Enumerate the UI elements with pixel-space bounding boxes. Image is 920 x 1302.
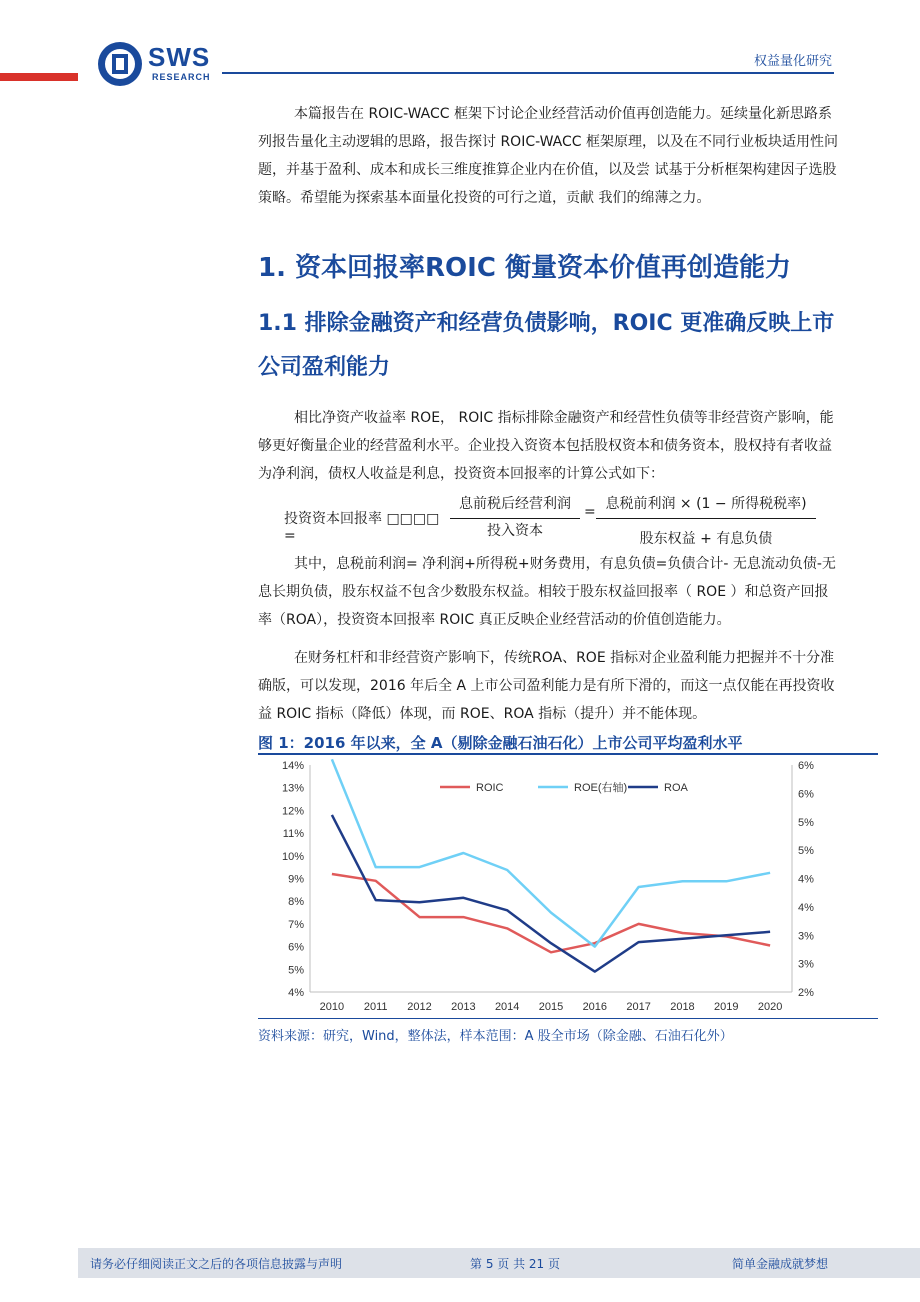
right-axis-tick-label: 5%: [798, 816, 814, 829]
formula-fraction-2: [596, 492, 816, 551]
x-axis-tick-label: 2016: [582, 1001, 608, 1013]
logo-subtext: RESEARCH: [152, 72, 211, 82]
roic-formula: [258, 490, 838, 550]
paragraph-leverage: 在财务杠杆和非经营资产影响下，传统ROA、ROE 指标对企业盈利能力把握并不十分准确版，可以发现，2016 年后全 A 上市公司盈利能力是有所下滑的，而这一点仅能在再投资收益 ROIC 指标（降低）体现，而 ROE、ROA 指标（提升）并不能体现。: [258, 650, 835, 722]
formula-label: 投资资本回报率 □□□□: [284, 511, 440, 527]
formula-equals-2: =: [584, 504, 596, 520]
figure-title: 图 1：2016 年以来，全 A（剔除金融石油石化）上市公司平均盈利水平: [258, 734, 743, 752]
right-axis-tick-label: 4%: [798, 901, 814, 914]
formula-fraction-1: [450, 492, 580, 543]
footer-disclaimer: 请务必仔细阅读正文之后的各项信息披露与声明: [90, 1257, 343, 1271]
figure-bottom-rule: [258, 1018, 878, 1019]
sws-logo-icon: [96, 40, 146, 88]
left-axis-tick-label: 8%: [288, 896, 304, 909]
right-axis-tick-label: 3%: [798, 930, 814, 943]
left-axis-tick-label: 7%: [288, 918, 304, 931]
left-axis-tick-label: 6%: [288, 941, 304, 954]
figure-source: 资料来源：研究，Wind，整体法，样本范围：A 股全市场（除金融、石油石化外）: [258, 1029, 733, 1044]
left-axis-tick-label: 9%: [288, 873, 304, 886]
right-axis-tick-label: 4%: [798, 873, 814, 886]
fraction-2-numerator: 息税前利润 × (1 − 所得税税率): [605, 496, 807, 512]
x-axis-tick-label: 2010: [319, 1001, 345, 1013]
formula-equals: =: [284, 528, 296, 544]
x-axis-tick-label: 2013: [451, 1001, 476, 1013]
x-axis-tick-label: 2014: [494, 1001, 520, 1013]
left-axis-tick-label: 10%: [281, 850, 304, 863]
fraction-1-numerator: 息前税后经营利润: [459, 496, 571, 512]
header-accent-bar: [0, 73, 78, 81]
paragraph-roic-intro: 相比净资产收益率 ROE， ROIC 指标排除金融资产和经营性负债等非经营资产影响，能够更好衡量企业的经营盈利水平。企业投入资资本包括股权资本和债务资本，股权持有者收益为净利润，债权人收益是利息，投资资本回报率的计算公式如下：: [258, 410, 834, 482]
report-type: 权益量化研究: [753, 54, 832, 69]
x-axis-tick-label: 2018: [670, 1001, 695, 1013]
paragraph-definitions: 其中，息税前利润= 净利润+所得税+财务费用，有息负债=负债合计- 无息流动负债-无息长期负债，股东权益不包含少数股东权益。相较于股东权益回报率（ ROE ）和总资产回报率（ROA），投资资本回报率 ROIC 真正反映企业经营活动的价值创造能力。: [258, 556, 836, 628]
right-axis-tick-label: 3%: [798, 958, 814, 971]
logo-text: SWS: [148, 42, 211, 72]
right-axis-tick-label: 2%: [798, 987, 814, 999]
legend-label: ROE(右轴): [574, 782, 628, 794]
footer-page-number: 第 5 页 共 21 页: [470, 1257, 560, 1271]
footer-slogan: 简单金融成就梦想: [731, 1257, 828, 1271]
x-axis-tick-label: 2015: [538, 1001, 564, 1013]
left-axis-tick-label: 4%: [288, 987, 304, 999]
x-axis-tick-label: 2012: [407, 1001, 432, 1013]
legend-label: ROA: [664, 782, 688, 794]
left-axis-tick-label: 14%: [281, 760, 304, 772]
left-axis-tick-label: 12%: [281, 805, 304, 818]
left-axis-tick-label: 5%: [288, 964, 304, 977]
x-axis-tick-label: 2019: [714, 1001, 739, 1013]
series-line-roa: [332, 815, 770, 972]
profitability-line-chart: [258, 755, 878, 1017]
left-axis-tick-label: 13%: [281, 782, 304, 795]
right-axis-tick-label: 5%: [798, 845, 814, 858]
x-axis-tick-label: 2017: [626, 1001, 651, 1013]
intro-paragraph: 本篇报告在 ROIC-WACC 框架下讨论企业经营活动价值再创造能力。延续量化新思路系列报告量化主动逻辑的思路，报告探讨 ROIC-WACC 框架原理，以及在不同行业板块适用性问题，并基于盈利、成本和成长三维度推算企业内在价值，以及尝 试基于分析框架构建因子选股策略。希望能为探索基本面量化投资的可行之道，贡献 我们的绵薄之力。: [258, 106, 838, 206]
sws-logo: [96, 40, 226, 88]
legend-label: ROIC: [476, 782, 504, 794]
header-rule: [222, 72, 834, 74]
x-axis-tick-label: 2020: [757, 1001, 783, 1013]
section-1-title: 1. 资本回报率ROIC 衡量资本价值再创造能力: [258, 253, 791, 283]
left-axis-tick-label: 11%: [282, 828, 304, 841]
x-axis-tick-label: 2011: [363, 1001, 388, 1013]
right-axis-tick-label: 6%: [798, 788, 814, 801]
fraction-2-denominator: 股东权益 + 有息负债: [596, 518, 816, 551]
right-axis-tick-label: 6%: [798, 760, 814, 772]
section-1-1-title: 1.1 排除金融资产和经营负债影响，ROIC 更准确反映上市公司盈利能力: [258, 311, 835, 380]
fraction-1-denominator: 投入资本: [450, 518, 580, 543]
